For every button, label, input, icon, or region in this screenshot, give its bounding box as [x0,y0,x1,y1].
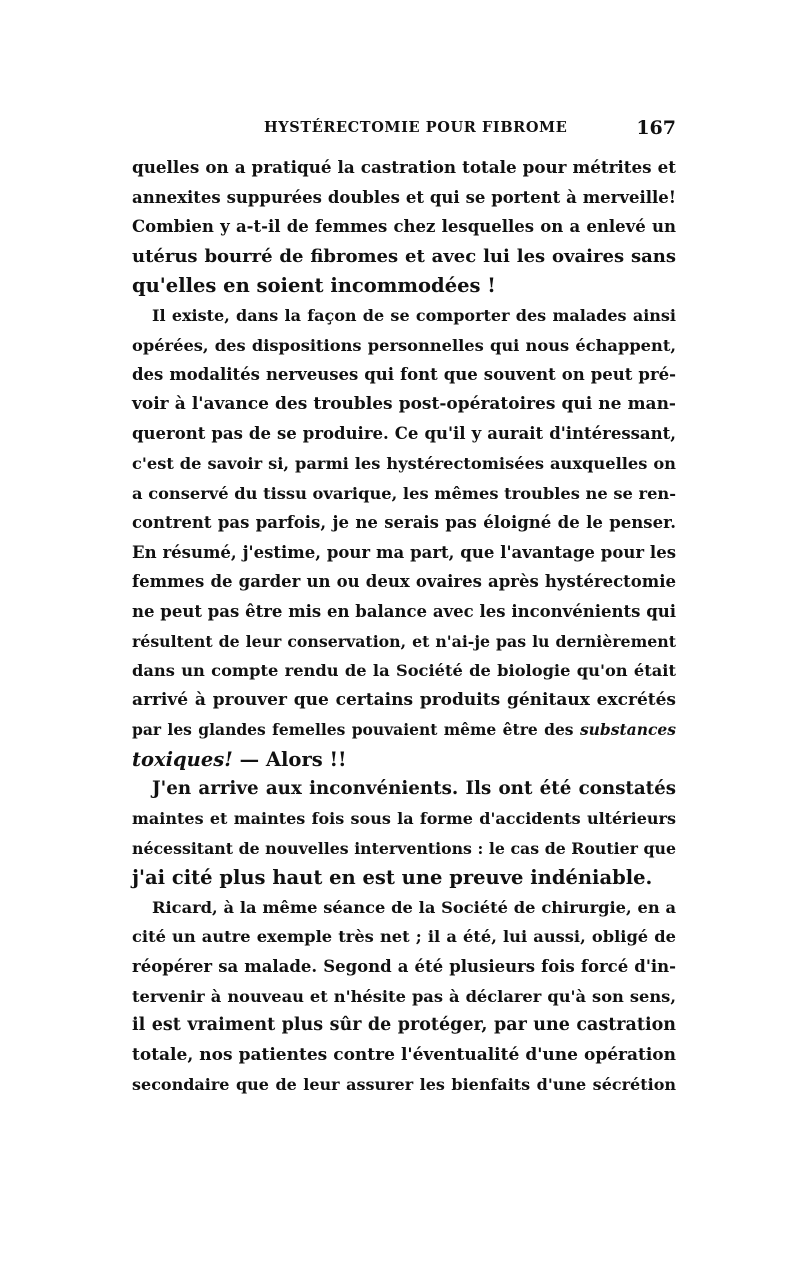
text-line: totale, nos patientes contre l'éventualité d'une opération [132,1044,676,1065]
body-text [132,153,676,1100]
text-line: arrivé à prouver que certains produits génitaux excrétés [132,689,676,710]
text-line: j'ai cité plus haut en est une preuve indéniable. [132,866,653,890]
text-line: secondaire que de leur assurer les bienfaits d'une sécrétion [132,1075,676,1095]
text-line: a conservé du tissu ovarique, les mêmes troubles ne se ren- [132,483,676,503]
text-line: des modalités nerveuses qui font que souvent on peut pré- [132,365,676,385]
text-line: J'en arrive aux inconvénients. Ils ont été constatés [152,778,676,800]
page-number: 167 [636,117,676,139]
running-title: HYSTÉRECTOMIE POUR FIBROME [264,119,568,136]
text-line: qu'elles en soient incommodées ! [132,274,496,298]
text-line: utérus bourré de fibromes et avec lui les ovaires sans [132,245,676,267]
text-line: queront pas de se produire. Ce qu'il y aurait d'intéressant, [132,424,676,444]
text-line: nécessitant de nouvelles interventions : le cas de Routier que [132,838,676,858]
text-line: résultent de leur conservation, et n'ai-je pas lu dernièrement [132,631,676,651]
text-line: tervenir à nouveau et n'hésite pas à déclarer qu'à son sens, [132,986,676,1006]
text-line: maintes et maintes fois sous la forme d'accidents ultérieurs [132,809,676,829]
text-line: dans un compte rendu de la Société de biologie qu'on était [132,661,676,681]
text-line [132,715,676,745]
text-line: annexites suppurées doubles et qui se portent à merveille! [132,187,676,207]
running-head [132,117,676,141]
text-line: En résumé, j'estime, pour ma part, que l'avantage pour les [132,542,676,562]
text-line: opérées, des dispositions personnelles qui nous échappent, [132,335,676,355]
text-line: cité un autre exemple très net ; il a été, lui aussi, obligé de [132,927,676,947]
text-line: c'est de savoir si, parmi les hystérectomisées auxquelles on [132,453,676,473]
text-line: réopérer sa malade. Segond a été plusieurs fois forcé d'in- [132,957,676,977]
italic-text: substances [579,720,676,740]
italic-text: toxiques! [132,747,233,771]
text-line: contrent pas parfois, je ne serais pas éloigné de le penser. [132,513,676,533]
text-segment: par les glandes femelles pouvaient même être des [132,720,574,740]
text-line: Ricard, à la même séance de la Société de chirurgie, en a [152,897,676,917]
text-line: Il existe, dans la façon de se comporter des malades ainsi [152,305,676,325]
text-line: il est vraiment plus sûr de protéger, par une castration [132,1015,676,1036]
text-line [132,745,676,775]
text-line: Combien y a-t-il de femmes chez lesquelles on a enlevé un [132,217,676,237]
text-line: femmes de garder un ou deux ovaires après hystérectomie [132,572,676,592]
text-line: quelles on a pratiqué la castration totale pour métrites et [132,157,676,177]
text-line: ne peut pas être mis en balance avec les inconvénients qui [132,601,676,621]
text-line: voir à l'avance des troubles post-opératoires qui ne man- [132,393,676,414]
text-segment: — Alors !! [239,747,347,771]
